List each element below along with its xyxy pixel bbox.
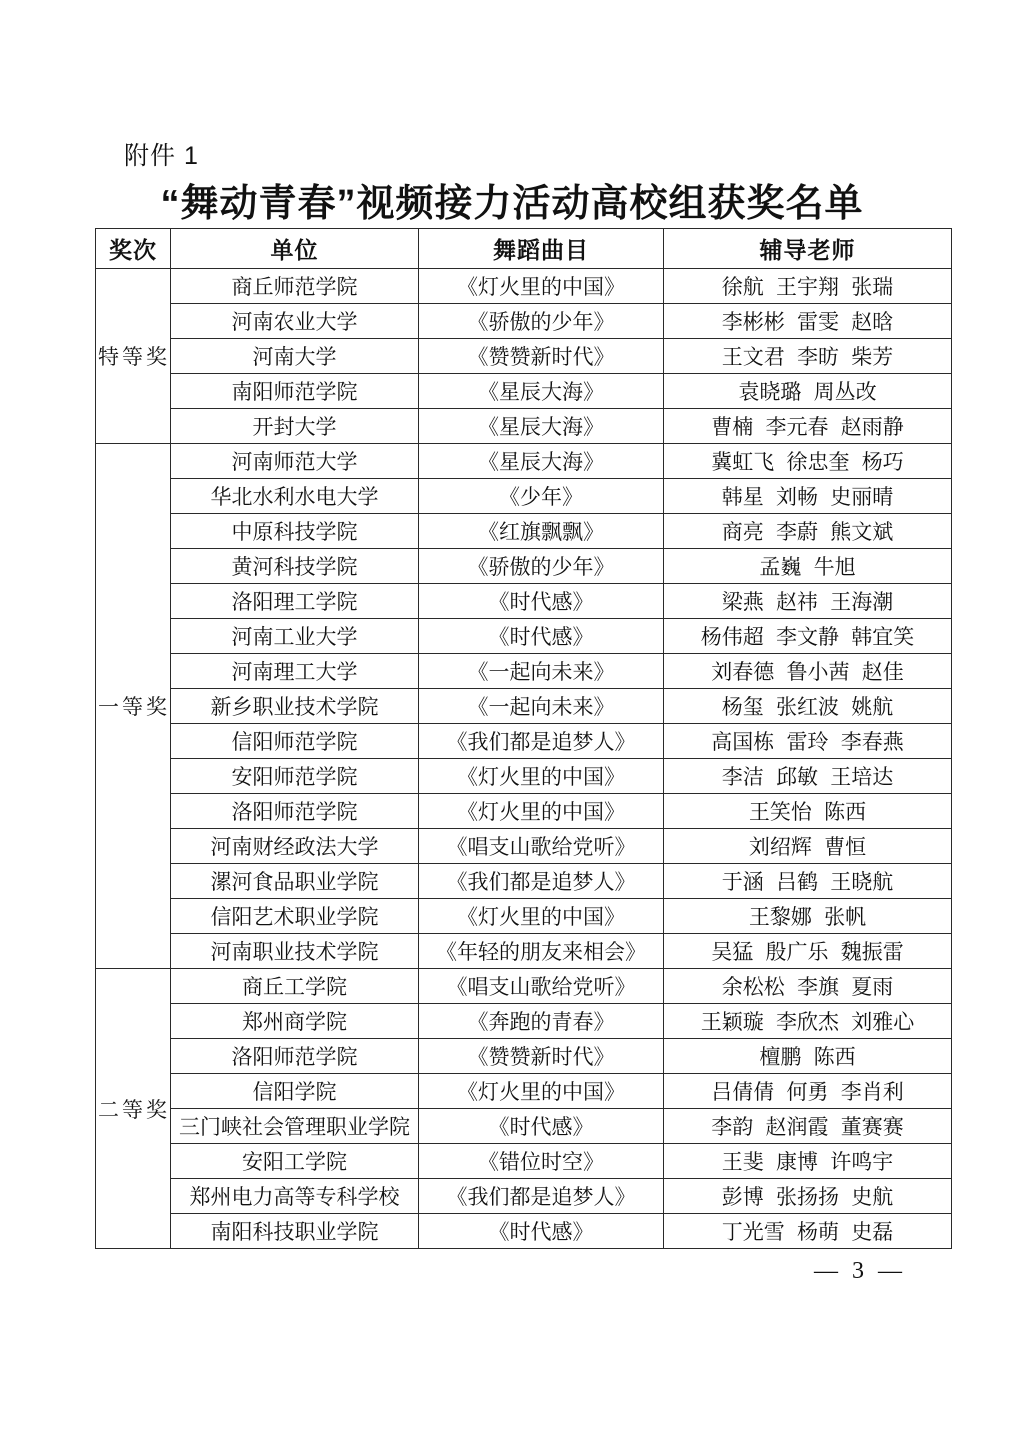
table-row: [96, 654, 952, 689]
unit-cell: 黄河科技学院: [171, 549, 419, 584]
table-row: [96, 689, 952, 724]
table-row: [96, 304, 952, 339]
piece-cell: 《错位时空》: [419, 1144, 664, 1179]
teachers-cell: 冀虹飞 徐忠奎 杨巧: [664, 444, 952, 479]
table-row: [96, 479, 952, 514]
unit-cell: 信阳艺术职业学院: [171, 899, 419, 934]
teachers-cell: 彭博 张扬扬 史航: [664, 1179, 952, 1214]
table-row: [96, 1179, 952, 1214]
unit-cell: 河南财经政法大学: [171, 829, 419, 864]
teachers-cell: 王黎娜 张帆: [664, 899, 952, 934]
teachers-cell: 杨玺 张红波 姚航: [664, 689, 952, 724]
table-row: [96, 899, 952, 934]
piece-cell: 《我们都是追梦人》: [419, 1179, 664, 1214]
piece-cell: 《灯火里的中国》: [419, 794, 664, 829]
teachers-cell: 刘绍辉 曹恒: [664, 829, 952, 864]
piece-cell: 《赞赞新时代》: [419, 1039, 664, 1074]
piece-cell: 《时代感》: [419, 619, 664, 654]
teachers-cell: 王文君 李昉 柴芳: [664, 339, 952, 374]
piece-cell: 《赞赞新时代》: [419, 339, 664, 374]
unit-cell: 信阳学院: [171, 1074, 419, 1109]
unit-cell: 洛阳师范学院: [171, 794, 419, 829]
award-cell: 特等奖: [96, 269, 171, 444]
piece-cell: 《年轻的朋友来相会》: [419, 934, 664, 969]
unit-cell: 漯河食品职业学院: [171, 864, 419, 899]
piece-cell: 《骄傲的少年》: [419, 549, 664, 584]
unit-cell: 郑州商学院: [171, 1004, 419, 1039]
teachers-cell: 李韵 赵润霞 董赛赛: [664, 1109, 952, 1144]
teachers-cell: 余松松 李旗 夏雨: [664, 969, 952, 1004]
column-header-teachers: 辅导老师: [664, 229, 952, 269]
table-row: [96, 1039, 952, 1074]
unit-cell: 华北水利水电大学: [171, 479, 419, 514]
piece-cell: 《骄傲的少年》: [419, 304, 664, 339]
teachers-cell: 李彬彬 雷雯 赵晗: [664, 304, 952, 339]
piece-cell: 《一起向未来》: [419, 689, 664, 724]
teachers-cell: 吴猛 殷广乐 魏振雷: [664, 934, 952, 969]
piece-cell: 《红旗飘飘》: [419, 514, 664, 549]
awards-table: [95, 228, 952, 1249]
teachers-cell: 梁燕 赵祎 王海潮: [664, 584, 952, 619]
unit-cell: 南阳师范学院: [171, 374, 419, 409]
table-row: [96, 1144, 952, 1179]
piece-cell: 《我们都是追梦人》: [419, 864, 664, 899]
teachers-cell: 李洁 邱敏 王培达: [664, 759, 952, 794]
piece-cell: 《灯火里的中国》: [419, 1074, 664, 1109]
unit-cell: 南阳科技职业学院: [171, 1214, 419, 1249]
page-number: — 3 —: [814, 1258, 906, 1284]
teachers-cell: 商亮 李蔚 熊文斌: [664, 514, 952, 549]
table-row: [96, 584, 952, 619]
unit-cell: 郑州电力高等专科学校: [171, 1179, 419, 1214]
piece-cell: 《唱支山歌给党听》: [419, 969, 664, 1004]
teachers-cell: 杨伟超 李文静 韩宜笑: [664, 619, 952, 654]
unit-cell: 安阳工学院: [171, 1144, 419, 1179]
column-header-award: 奖次: [96, 229, 171, 269]
page-title: “舞动青春”视频接力活动高校组获奖名单: [160, 183, 864, 225]
table-row: [96, 514, 952, 549]
column-header-unit: 单位: [171, 229, 419, 269]
table-row: [96, 829, 952, 864]
table-row: [96, 269, 952, 304]
teachers-cell: 徐航 王宇翔 张瑞: [664, 269, 952, 304]
awards-table-body: [96, 269, 952, 1249]
teachers-cell: 檀鹏 陈西: [664, 1039, 952, 1074]
table-row: [96, 1214, 952, 1249]
teachers-cell: 王颖璇 李欣杰 刘雅心: [664, 1004, 952, 1039]
unit-cell: 河南职业技术学院: [171, 934, 419, 969]
unit-cell: 河南理工大学: [171, 654, 419, 689]
unit-cell: 河南大学: [171, 339, 419, 374]
award-cell: 一等奖: [96, 444, 171, 969]
table-row: [96, 794, 952, 829]
table-row: [96, 759, 952, 794]
unit-cell: 三门峡社会管理职业学院: [171, 1109, 419, 1144]
piece-cell: 《灯火里的中国》: [419, 759, 664, 794]
teachers-cell: 韩星 刘畅 史丽晴: [664, 479, 952, 514]
table-row: [96, 1109, 952, 1144]
unit-cell: 中原科技学院: [171, 514, 419, 549]
teachers-cell: 于涵 吕鹤 王晓航: [664, 864, 952, 899]
unit-cell: 河南农业大学: [171, 304, 419, 339]
table-row-highlighted: [96, 1004, 952, 1039]
table-row: [96, 1074, 952, 1109]
table-row: [96, 444, 952, 479]
award-cell: 二等奖: [96, 969, 171, 1249]
piece-cell: 《星辰大海》: [419, 444, 664, 479]
table-row: [96, 724, 952, 759]
table-row: [96, 864, 952, 899]
table-row: [96, 969, 952, 1004]
unit-cell: 新乡职业技术学院: [171, 689, 419, 724]
table-row: [96, 339, 952, 374]
teachers-cell: 刘春德 鲁小茜 赵佳: [664, 654, 952, 689]
teachers-cell: 曹楠 李元春 赵雨静: [664, 409, 952, 444]
unit-cell: 洛阳理工学院: [171, 584, 419, 619]
teachers-cell: 吕倩倩 何勇 李肖利: [664, 1074, 952, 1109]
unit-cell: 商丘师范学院: [171, 269, 419, 304]
teachers-cell: 孟巍 牛旭: [664, 549, 952, 584]
table-row: [96, 374, 952, 409]
unit-cell: 安阳师范学院: [171, 759, 419, 794]
table-row: [96, 619, 952, 654]
attachment-label: 附件 1: [124, 142, 199, 170]
teachers-cell: 王笑怡 陈西: [664, 794, 952, 829]
awards-table-header: [96, 229, 952, 269]
piece-cell: 《唱支山歌给党听》: [419, 829, 664, 864]
piece-cell: 《一起向未来》: [419, 654, 664, 689]
piece-cell: 《时代感》: [419, 584, 664, 619]
table-row: [96, 549, 952, 584]
unit-cell: 信阳师范学院: [171, 724, 419, 759]
unit-cell: 商丘工学院: [171, 969, 419, 1004]
unit-cell: 开封大学: [171, 409, 419, 444]
piece-cell: 《我们都是追梦人》: [419, 724, 664, 759]
piece-cell: 《星辰大海》: [419, 374, 664, 409]
piece-cell: 《灯火里的中国》: [419, 899, 664, 934]
piece-cell: 《少年》: [419, 479, 664, 514]
column-header-piece: 舞蹈曲目: [419, 229, 664, 269]
piece-cell: 《灯火里的中国》: [419, 269, 664, 304]
header-row: [96, 229, 952, 269]
teachers-cell: 袁晓璐 周丛改: [664, 374, 952, 409]
piece-cell: 《星辰大海》: [419, 409, 664, 444]
table-row: [96, 934, 952, 969]
unit-cell: 洛阳师范学院: [171, 1039, 419, 1074]
teachers-cell: 王斐 康博 许鸣宇: [664, 1144, 952, 1179]
piece-cell: 《时代感》: [419, 1109, 664, 1144]
piece-cell: 《时代感》: [419, 1214, 664, 1249]
teachers-cell: 高国栋 雷玲 李春燕: [664, 724, 952, 759]
teachers-cell: 丁光雪 杨萌 史磊: [664, 1214, 952, 1249]
unit-cell: 河南工业大学: [171, 619, 419, 654]
unit-cell: 河南师范大学: [171, 444, 419, 479]
piece-cell: 《奔跑的青春》: [419, 1004, 664, 1039]
table-row: [96, 409, 952, 444]
